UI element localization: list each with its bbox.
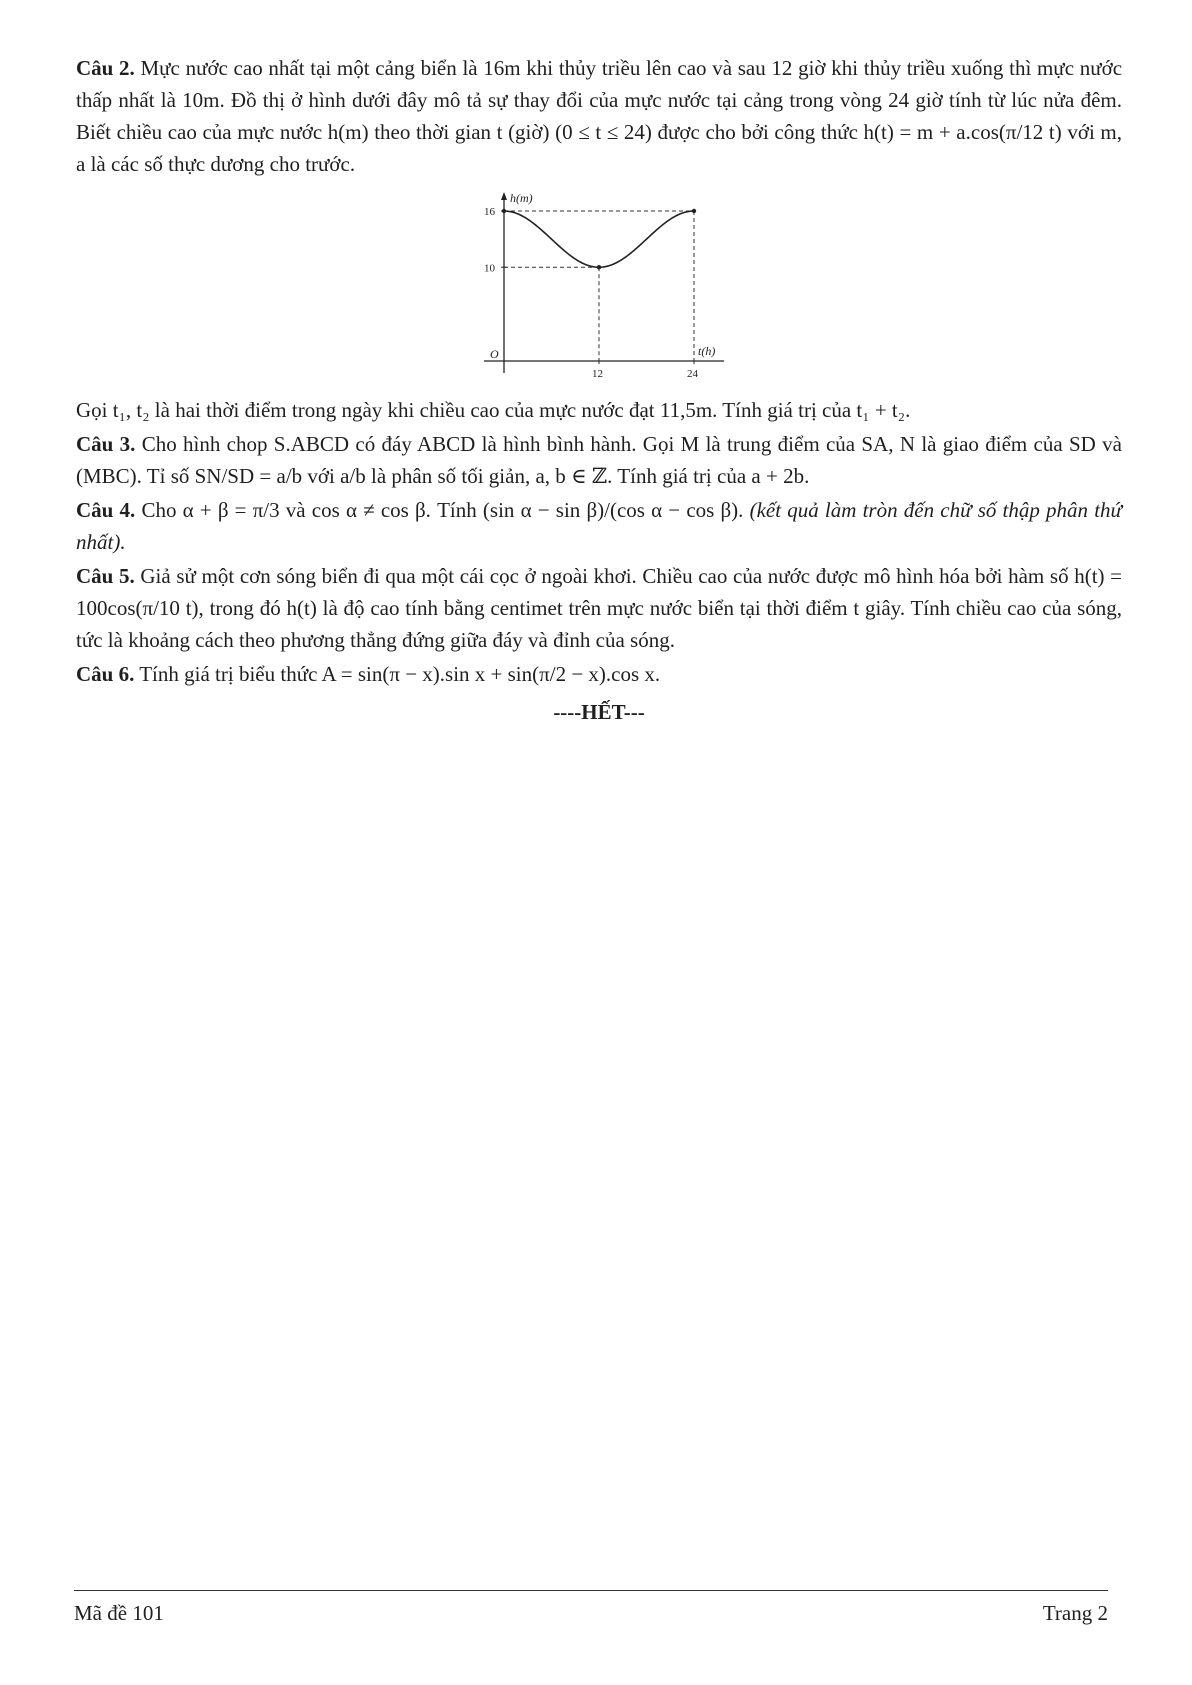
exam-code: Mã đề 101 <box>74 1601 164 1625</box>
question-5 <box>76 560 1122 656</box>
data-point <box>597 265 601 269</box>
y-axis-label: h(m) <box>510 191 533 205</box>
question-note: (kết quả làm tròn đến chữ số thập phân thứ nhất). <box>76 498 1122 554</box>
tide-graph-svg <box>464 186 734 386</box>
y-tick-label: 16 <box>484 206 495 218</box>
question-4 <box>76 494 1122 558</box>
x-tick-label: 24 <box>687 368 698 380</box>
question-3 <box>76 428 1122 492</box>
question-text: Tính giá trị biểu thức A = sin(π − x).sin x + sin(π/2 − x).cos x. <box>139 662 661 686</box>
page-number: Trang 2 <box>1042 1601 1108 1625</box>
question-label: Câu 4. <box>76 498 136 522</box>
question-label: Câu 6. <box>76 662 135 686</box>
question-text: Giả sử một cơn sóng biển đi qua một cái cọc ở ngoài khơi. Chiều cao của nước được mô hình hóa bởi hàm số h(t) = 100cos(π/10 t), trong đó h(t) là độ cao tính bằng centimet trên mực nước biển tại thời điểm t giây. Tính chiều cao của sóng, tức là khoảng cách theo phương thẳng đứng giữa đáy và đỉnh của sóng. <box>76 564 1122 652</box>
question-label: Câu 2. <box>76 56 135 80</box>
question-2 <box>76 52 1122 180</box>
data-point <box>502 209 506 213</box>
y-tick-label: 10 <box>484 262 495 275</box>
x-axis-label: t(h) <box>698 344 716 358</box>
question-2-followup: Gọi t₁, t₂ là hai thời điểm trong ngày khi chiều cao của mực nước đạt 11,5m. Tính giá trị của t₁ + t₂. <box>76 398 911 422</box>
question-label: Câu 3. <box>76 432 136 456</box>
page-footer <box>74 1590 1108 1626</box>
question-text: Cho α + β = π/3 và cos α ≠ cos β. Tính (sin α − sin β)/(cos α − cos β). <box>141 498 744 522</box>
x-tick-label: 12 <box>592 368 603 380</box>
question-label: Câu 5. <box>76 564 135 588</box>
data-point <box>692 209 696 213</box>
page-content <box>76 52 1122 728</box>
tide-curve <box>504 211 694 267</box>
question-text: Cho hình chop S.ABCD có đáy ABCD là hình bình hành. Gọi M là trung điểm của SA, N là giao điểm của SD và (MBC). Tỉ số SN/SD = a/b với a/b là phân số tối giản, a, b ∈ ℤ. Tính giá trị của a + 2b. <box>76 432 1122 488</box>
y-axis-arrow <box>501 192 507 200</box>
question-text: Mực nước cao nhất tại một cảng biển là 16m khi thủy triều lên cao và sau 12 giờ khi thủy triều xuống thì mực nước thấp nhất là 10m. Đồ thị ở hình dưới đây mô tả sự thay đổi của mực nước tại cảng trong vòng 24 giờ tính từ lúc nửa đêm. Biết chiều cao của mực nước h(m) theo thời gian t (giờ) (0 ≤ t ≤ 24) được cho bởi công thức h(t) = m + a.cos(π/12 t) với m, a là các số thực dương cho trước. <box>76 56 1123 176</box>
question-6 <box>76 658 1122 690</box>
end-marker: ----HẾT--- <box>553 700 645 724</box>
origin-label: O <box>490 347 499 361</box>
tide-graph <box>76 186 1122 386</box>
